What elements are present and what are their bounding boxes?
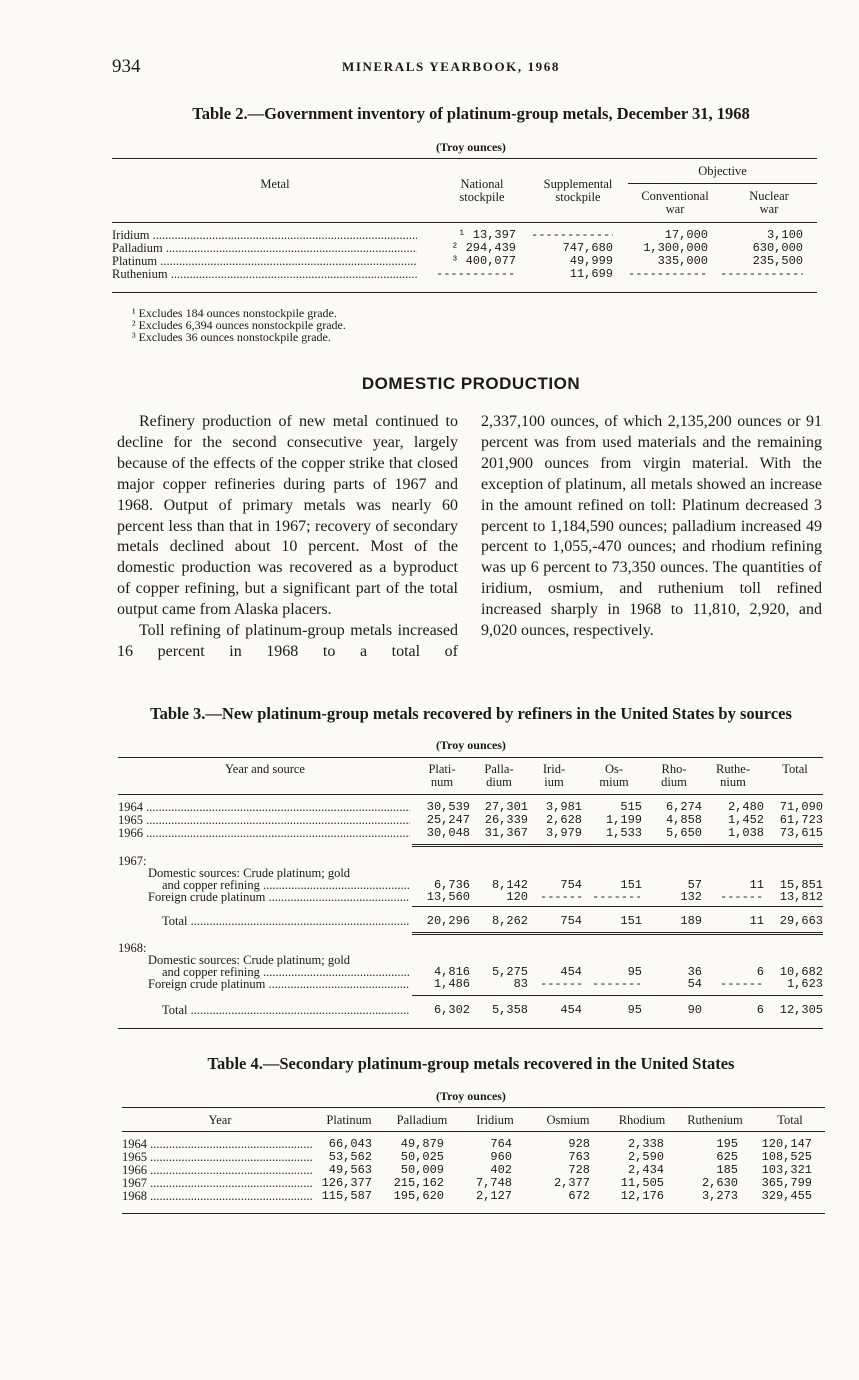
row-label: and copper refining .....	[162, 966, 410, 979]
cell: 49,563	[328, 1163, 372, 1177]
cell-nuclear: 630,000	[752, 241, 803, 255]
table2-header-rule	[112, 222, 817, 223]
cell: 454	[560, 965, 582, 979]
cell: 5,358	[491, 1003, 528, 1017]
cell-conventional-empty	[628, 268, 708, 280]
cell: 185	[716, 1163, 738, 1177]
right-column	[481, 412, 822, 642]
row-label: Foreign crude platinum .....	[148, 891, 410, 904]
cell: 8,142	[491, 878, 528, 892]
cell: 12,176	[620, 1189, 664, 1203]
cell-empty	[720, 891, 762, 903]
row-label: Platinum .....	[112, 255, 417, 268]
row-label: 1966 .....	[118, 827, 410, 840]
table2-footnote: ³ Excludes 36 ounces nonstockpile grade.	[132, 330, 331, 344]
table3-bottom-rule	[118, 1028, 823, 1029]
table3-group-rule	[412, 932, 823, 935]
cell: 95	[627, 965, 642, 979]
cell-conventional: 1,300,000	[643, 241, 708, 255]
cell: 13,812	[779, 890, 823, 904]
cell-empty	[720, 978, 762, 990]
table2-header-conventional: Conventional war	[641, 189, 709, 216]
paragraph: 2,337,100 ounces, of which 2,135,200 ounces or 91 percent was from used materials and the remaining 201,900 ounces from virgin material. With the exception of platinum, all metals showed an increase in the amount refined on toll: Platinum decreased 3 percent to 1,184,590 ounces; palladium increased 49 percent to 1,055,-470 ounces; and rhodium refining was up 6 percent to 73,350 ounces. The quantities of iridium, osmium, and ruthenium toll refined increased sharply in 1968 to 11,810, 2,920, and 9,020 ounces, respectively.	[481, 413, 822, 640]
row-label: Ruthenium .....	[112, 268, 417, 281]
row-label: and copper refining .....	[162, 879, 410, 892]
cell: 26,339	[484, 813, 528, 827]
cell: 11	[749, 914, 764, 928]
table3-domestic-label: Domestic sources: Crude platinum; gold	[148, 866, 351, 880]
cell-national: ¹ 13,397	[458, 228, 516, 242]
table2-header-national: National stockpile	[459, 177, 505, 204]
table2-header-nuclear: Nuclear war	[749, 189, 789, 216]
table3-subtotal-rule	[412, 844, 823, 847]
cell: 1,452	[727, 813, 764, 827]
cell: 3,981	[545, 800, 582, 814]
row-label: Foreign crude platinum .....	[148, 978, 410, 991]
table4-bottom-rule	[122, 1213, 825, 1214]
table2-bottom-rule	[112, 292, 817, 293]
row-label: 1964 .....	[122, 1138, 312, 1151]
table3-total-rule	[412, 906, 823, 907]
table2-unit: (Troy ounces)	[436, 140, 506, 154]
cell: 402	[490, 1163, 512, 1177]
table4-header-osmium: Osmium	[546, 1113, 590, 1127]
cell-conventional: 17,000	[664, 228, 708, 242]
cell: 54	[687, 977, 702, 991]
table4-unit: (Troy ounces)	[436, 1089, 506, 1103]
table3-total-rule	[412, 995, 823, 996]
cell: 31,367	[484, 826, 528, 840]
table3-title: Table 3.—New platinum-group metals recovered by refiners in the United States by sources	[150, 704, 792, 723]
cell: 83	[513, 977, 528, 991]
cell: 151	[620, 878, 642, 892]
cell-nuclear: 3,100	[766, 228, 803, 242]
cell: 11,505	[620, 1176, 664, 1190]
cell: 29,663	[779, 914, 823, 928]
cell: 20,296	[426, 914, 470, 928]
row-label: 1965 .....	[118, 814, 410, 827]
cell: 672	[568, 1189, 590, 1203]
cell: 90	[687, 1003, 702, 1017]
cell: 7,748	[475, 1176, 512, 1190]
cell: 4,816	[433, 965, 470, 979]
cell: 195,620	[393, 1189, 444, 1203]
cell: 928	[568, 1137, 590, 1151]
row-label: 1968 .....	[122, 1190, 312, 1203]
cell: 189	[680, 914, 702, 928]
table3-header-rhodium: Rho- dium	[661, 762, 687, 789]
cell: 329,455	[761, 1189, 812, 1203]
table3-header-palladium: Palla- dium	[484, 762, 514, 789]
cell: 66,043	[328, 1137, 372, 1151]
cell: 53,562	[328, 1150, 372, 1164]
cell: 2,590	[627, 1150, 664, 1164]
cell: 2,628	[545, 813, 582, 827]
cell: 50,025	[400, 1150, 444, 1164]
cell: 115,587	[321, 1189, 372, 1203]
cell: 50,009	[400, 1163, 444, 1177]
cell: 1,623	[786, 977, 823, 991]
table2-header-metal: Metal	[260, 177, 290, 191]
cell: 8,262	[491, 914, 528, 928]
cell: 120	[506, 890, 528, 904]
table3-header-ruthenium: Ruthe- nium	[715, 762, 751, 789]
cell-nuclear-empty	[720, 268, 803, 280]
table4-header-total: Total	[777, 1113, 803, 1127]
cell-supplemental: 11,699	[569, 267, 613, 281]
cell: 960	[490, 1150, 512, 1164]
row-label: Total .....	[162, 1004, 410, 1017]
cell: 215,162	[393, 1176, 444, 1190]
cell-supplemental-empty	[531, 229, 613, 241]
table3-unit: (Troy ounces)	[436, 738, 506, 752]
cell: 365,799	[761, 1176, 812, 1190]
table4-header-year: Year	[208, 1113, 232, 1127]
cell: 2,127	[475, 1189, 512, 1203]
cell: 12,305	[779, 1003, 823, 1017]
cell: 763	[568, 1150, 590, 1164]
cell: 728	[568, 1163, 590, 1177]
cell-empty	[540, 978, 582, 990]
cell: 754	[560, 878, 582, 892]
cell: 25,247	[426, 813, 470, 827]
cell: 10,682	[779, 965, 823, 979]
table3-header-iridium: Irid- ium	[542, 762, 566, 789]
table2-header-objective: Objective	[698, 164, 747, 178]
table2-footnote: ¹ Excludes 184 ounces nonstockpile grade.	[132, 306, 337, 320]
cell: 49,879	[400, 1137, 444, 1151]
table4-header-palladium: Palladium	[396, 1113, 448, 1127]
cell: 30,539	[426, 800, 470, 814]
cell: 5,275	[491, 965, 528, 979]
row-label: 1967 .....	[122, 1177, 312, 1190]
cell: 13,560	[426, 890, 470, 904]
cell: 1,199	[605, 813, 642, 827]
cell: 103,321	[761, 1163, 812, 1177]
cell: 73,615	[779, 826, 823, 840]
cell: 5,650	[665, 826, 702, 840]
table2-footnote: ² Excludes 6,394 ounces nonstockpile grade.	[132, 318, 346, 332]
left-column	[117, 412, 458, 663]
table3-header-total: Total	[782, 762, 808, 776]
table3-group-year: 1968:	[118, 941, 147, 955]
cell: 36	[687, 965, 702, 979]
table3-header-platinum: Plati- num	[428, 762, 456, 789]
cell-empty	[592, 891, 640, 903]
cell: 6,274	[665, 800, 702, 814]
cell: 6	[756, 1003, 764, 1017]
table4-header-rhodium: Rhodium	[618, 1113, 666, 1127]
cell-national-empty	[436, 268, 516, 280]
cell: 454	[560, 1003, 582, 1017]
table2-header-supplemental: Supplemental stockpile	[543, 177, 613, 204]
table4-top-rule	[122, 1107, 825, 1108]
table3-header-rule	[118, 794, 823, 795]
table4-header-rule	[122, 1131, 825, 1132]
cell: 95	[627, 1003, 642, 1017]
cell: 754	[560, 914, 582, 928]
section-heading: DOMESTIC PRODUCTION	[361, 374, 581, 393]
cell: 11	[749, 878, 764, 892]
cell: 1,038	[727, 826, 764, 840]
cell: 71,090	[779, 800, 823, 814]
cell-supplemental: 747,680	[562, 241, 613, 255]
table2-objective-rule	[628, 183, 817, 184]
cell: 2,480	[727, 800, 764, 814]
cell-national: ³ 400,077	[451, 254, 516, 268]
cell: 625	[716, 1150, 738, 1164]
cell: 27,301	[484, 800, 528, 814]
table3-header-source: Year and source	[225, 762, 305, 776]
table3-domestic-label: Domestic sources: Crude platinum; gold	[148, 953, 351, 967]
cell: 3,979	[545, 826, 582, 840]
cell: 3,273	[701, 1189, 738, 1203]
cell: 6,302	[433, 1003, 470, 1017]
table4-title: Table 4.—Secondary platinum-group metals recovered in the United States	[207, 1054, 735, 1073]
table3-group-year: 1967:	[118, 854, 147, 868]
row-label: Palladium .....	[112, 242, 417, 255]
cell-supplemental: 49,999	[569, 254, 613, 268]
cell: 6	[756, 965, 764, 979]
table4-header-platinum: Platinum	[326, 1113, 372, 1127]
row-label: Iridium .....	[112, 229, 417, 242]
cell-conventional: 335,000	[657, 254, 708, 268]
cell: 2,338	[627, 1137, 664, 1151]
table2-title: Table 2.—Government inventory of platinum-group metals, December 31, 1968	[192, 104, 750, 123]
cell-nuclear: 235,500	[752, 254, 803, 268]
cell: 2,434	[627, 1163, 664, 1177]
cell: 764	[490, 1137, 512, 1151]
cell-empty	[540, 891, 582, 903]
cell-empty	[592, 978, 640, 990]
table3-header-osmium: Os- mium	[599, 762, 629, 789]
cell: 132	[680, 890, 702, 904]
page-number: 934	[112, 56, 141, 77]
table4-header-iridium: Iridium	[476, 1113, 514, 1127]
cell: 120,147	[761, 1137, 812, 1151]
cell-national: ² 294,439	[451, 241, 516, 255]
cell: 515	[620, 800, 642, 814]
cell: 2,630	[701, 1176, 738, 1190]
table4-header-ruthenium: Ruthenium	[687, 1113, 743, 1127]
cell: 61,723	[779, 813, 823, 827]
row-label: 1964 .....	[118, 801, 410, 814]
cell: 57	[687, 878, 702, 892]
row-label: 1966 .....	[122, 1164, 312, 1177]
row-label: 1965 .....	[122, 1151, 312, 1164]
cell: 1,533	[605, 826, 642, 840]
cell: 6,736	[433, 878, 470, 892]
table2-top-rule	[112, 158, 817, 159]
cell: 108,525	[761, 1150, 812, 1164]
cell: 2,377	[553, 1176, 590, 1190]
row-label: Total .....	[162, 915, 410, 928]
paragraph: Refinery production of new metal continued to decline for the second consecutive year, largely because of the effects of the copper strike that closed major copper refineries during parts of 1967 and 1968. Output of primary metals was nearly 60 percent less than that in 1967; recovery of secondary metals declined about 10 percent. Most of the domestic production was recovered as a byproduct of copper refining, but a significant part of the total output came from Alaska placers.	[117, 413, 458, 619]
cell: 4,858	[665, 813, 702, 827]
cell: 195	[716, 1137, 738, 1151]
cell: 1,486	[433, 977, 470, 991]
running-header	[112, 56, 830, 78]
running-title: MINERALS YEARBOOK, 1968	[342, 59, 560, 74]
cell: 126,377	[321, 1176, 372, 1190]
cell: 30,048	[426, 826, 470, 840]
table3-top-rule	[118, 757, 823, 758]
cell: 151	[620, 914, 642, 928]
paragraph: Toll refining of platinum-group metals increased 16 percent in 1968 to a total of	[117, 622, 458, 660]
cell: 15,851	[779, 878, 823, 892]
